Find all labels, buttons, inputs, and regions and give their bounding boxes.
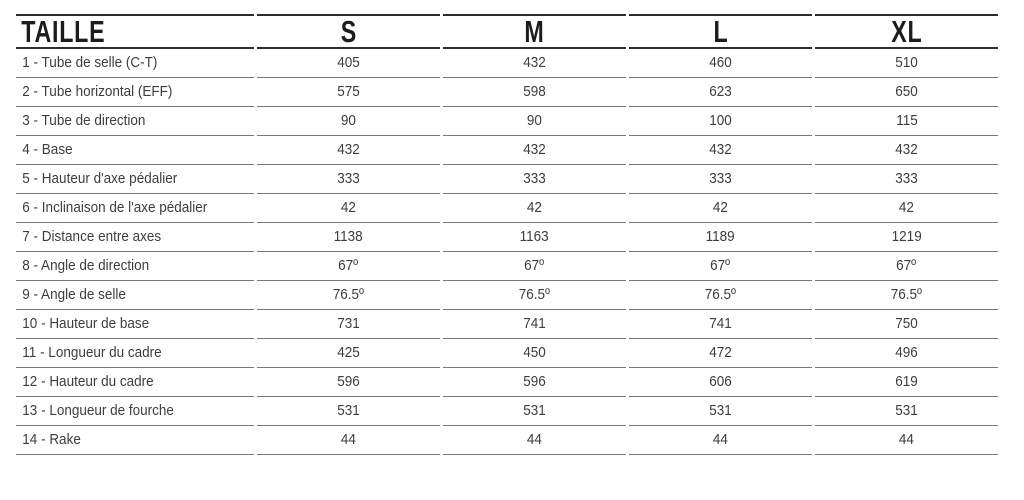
value-cell bbox=[443, 368, 626, 397]
row-label: 5 - Hauteur d'axe pédalier bbox=[22, 170, 178, 187]
cell-value: 432 bbox=[337, 141, 360, 158]
table-row bbox=[16, 78, 998, 107]
cell-value: 333 bbox=[523, 170, 546, 187]
cell-value: 741 bbox=[523, 315, 546, 332]
cell-value: 115 bbox=[895, 112, 918, 129]
cell-value: 44 bbox=[526, 431, 543, 448]
value-cell bbox=[257, 252, 440, 281]
cell-value: 67º bbox=[338, 257, 359, 274]
value-cell bbox=[257, 281, 440, 310]
value-cell bbox=[815, 223, 998, 252]
cell-value: 76.5º bbox=[704, 286, 737, 303]
column-header-l bbox=[629, 14, 812, 49]
value-cell bbox=[257, 78, 440, 107]
table-row bbox=[16, 252, 998, 281]
cell-value: 1219 bbox=[891, 228, 922, 245]
table-row bbox=[16, 49, 998, 78]
cell-value: 531 bbox=[523, 402, 546, 419]
value-cell bbox=[815, 368, 998, 397]
cell-value: 496 bbox=[895, 344, 918, 361]
value-cell bbox=[443, 194, 626, 223]
value-cell bbox=[815, 426, 998, 455]
cell-value: 67º bbox=[896, 257, 917, 274]
corner-header-label: TAILLE bbox=[21, 14, 106, 49]
cell-value: 90 bbox=[340, 112, 357, 129]
value-cell bbox=[815, 397, 998, 426]
value-cell bbox=[257, 397, 440, 426]
row-label-cell bbox=[16, 194, 254, 223]
cell-value: 1189 bbox=[705, 228, 736, 245]
row-label: 6 - Inclinaison de l'axe pédalier bbox=[22, 199, 208, 216]
cell-value: 432 bbox=[523, 54, 546, 71]
value-cell bbox=[629, 252, 812, 281]
row-label: 3 - Tube de direction bbox=[22, 112, 146, 129]
table-row bbox=[16, 426, 998, 455]
column-header-label: XL bbox=[890, 14, 923, 49]
row-label-cell bbox=[16, 426, 254, 455]
cell-value: 42 bbox=[340, 199, 357, 216]
row-label-cell bbox=[16, 107, 254, 136]
row-label: 12 - Hauteur du cadre bbox=[22, 373, 154, 390]
value-cell bbox=[443, 136, 626, 165]
value-cell bbox=[629, 426, 812, 455]
row-label: 14 - Rake bbox=[22, 431, 81, 448]
table-row bbox=[16, 194, 998, 223]
row-label-cell bbox=[16, 368, 254, 397]
row-label-cell bbox=[16, 49, 254, 78]
table-row bbox=[16, 165, 998, 194]
cell-value: 596 bbox=[523, 373, 546, 390]
row-label: 1 - Tube de selle (C-T) bbox=[22, 54, 158, 71]
value-cell bbox=[443, 223, 626, 252]
value-cell bbox=[257, 136, 440, 165]
value-cell bbox=[815, 165, 998, 194]
table-row bbox=[16, 136, 998, 165]
column-header-xl bbox=[815, 14, 998, 49]
table-row bbox=[16, 310, 998, 339]
value-cell bbox=[257, 165, 440, 194]
row-label-cell bbox=[16, 281, 254, 310]
row-label: 7 - Distance entre axes bbox=[22, 228, 162, 245]
row-label-cell bbox=[16, 223, 254, 252]
value-cell bbox=[629, 136, 812, 165]
cell-value: 44 bbox=[898, 431, 915, 448]
cell-value: 741 bbox=[709, 315, 732, 332]
value-cell bbox=[443, 397, 626, 426]
value-cell bbox=[815, 339, 998, 368]
value-cell bbox=[443, 252, 626, 281]
cell-value: 1138 bbox=[333, 228, 364, 245]
row-label: 9 - Angle de selle bbox=[22, 286, 126, 303]
column-header-label: M bbox=[524, 14, 545, 49]
value-cell bbox=[629, 368, 812, 397]
cell-value: 460 bbox=[709, 54, 732, 71]
column-header-m bbox=[443, 14, 626, 49]
column-header-s bbox=[257, 14, 440, 49]
value-cell bbox=[443, 78, 626, 107]
value-cell bbox=[443, 339, 626, 368]
value-cell bbox=[629, 310, 812, 339]
cell-value: 432 bbox=[523, 141, 546, 158]
value-cell bbox=[443, 107, 626, 136]
value-cell bbox=[443, 426, 626, 455]
row-label-cell bbox=[16, 252, 254, 281]
cell-value: 606 bbox=[709, 373, 732, 390]
cell-value: 731 bbox=[337, 315, 360, 332]
cell-value: 333 bbox=[895, 170, 918, 187]
value-cell bbox=[257, 223, 440, 252]
cell-value: 750 bbox=[895, 315, 918, 332]
cell-value: 432 bbox=[895, 141, 918, 158]
value-cell bbox=[629, 107, 812, 136]
table-row bbox=[16, 107, 998, 136]
cell-value: 531 bbox=[337, 402, 360, 419]
value-cell bbox=[257, 194, 440, 223]
cell-value: 90 bbox=[526, 112, 543, 129]
cell-value: 432 bbox=[709, 141, 732, 158]
row-label: 10 - Hauteur de base bbox=[22, 315, 150, 332]
value-cell bbox=[629, 281, 812, 310]
value-cell bbox=[443, 310, 626, 339]
row-label-cell bbox=[16, 165, 254, 194]
cell-value: 42 bbox=[898, 199, 915, 216]
cell-value: 531 bbox=[895, 402, 918, 419]
value-cell bbox=[443, 49, 626, 78]
cell-value: 1163 bbox=[519, 228, 550, 245]
column-header-label: L bbox=[713, 14, 728, 49]
cell-value: 76.5º bbox=[890, 286, 923, 303]
table-body bbox=[16, 49, 998, 455]
value-cell bbox=[257, 107, 440, 136]
value-cell bbox=[257, 339, 440, 368]
cell-value: 472 bbox=[709, 344, 732, 361]
value-cell bbox=[815, 49, 998, 78]
value-cell bbox=[257, 426, 440, 455]
cell-value: 405 bbox=[337, 54, 360, 71]
table-header bbox=[16, 14, 998, 49]
cell-value: 44 bbox=[340, 431, 357, 448]
value-cell bbox=[629, 165, 812, 194]
value-cell bbox=[257, 49, 440, 78]
value-cell bbox=[257, 310, 440, 339]
cell-value: 531 bbox=[709, 402, 732, 419]
geometry-table bbox=[13, 14, 1001, 455]
value-cell bbox=[629, 223, 812, 252]
cell-value: 76.5º bbox=[332, 286, 365, 303]
cell-value: 450 bbox=[523, 344, 546, 361]
cell-value: 44 bbox=[712, 431, 729, 448]
value-cell bbox=[629, 397, 812, 426]
row-label: 8 - Angle de direction bbox=[22, 257, 150, 274]
row-label-cell bbox=[16, 339, 254, 368]
row-label-cell bbox=[16, 78, 254, 107]
cell-value: 598 bbox=[523, 83, 546, 100]
table-row bbox=[16, 281, 998, 310]
cell-value: 67º bbox=[710, 257, 731, 274]
value-cell bbox=[257, 368, 440, 397]
value-cell bbox=[815, 281, 998, 310]
row-label: 11 - Longueur du cadre bbox=[22, 344, 162, 361]
cell-value: 510 bbox=[895, 54, 918, 71]
cell-value: 333 bbox=[337, 170, 360, 187]
value-cell bbox=[815, 310, 998, 339]
cell-value: 100 bbox=[709, 112, 732, 129]
cell-value: 76.5º bbox=[518, 286, 551, 303]
value-cell bbox=[815, 107, 998, 136]
cell-value: 623 bbox=[709, 83, 732, 100]
cell-value: 42 bbox=[526, 199, 543, 216]
row-label-cell bbox=[16, 136, 254, 165]
row-label: 13 - Longueur de fourche bbox=[22, 402, 174, 419]
row-label-cell bbox=[16, 310, 254, 339]
cell-value: 425 bbox=[337, 344, 360, 361]
cell-value: 650 bbox=[895, 83, 918, 100]
value-cell bbox=[815, 194, 998, 223]
table-row bbox=[16, 397, 998, 426]
row-label: 4 - Base bbox=[22, 141, 73, 158]
header-row bbox=[16, 14, 998, 49]
row-label-cell bbox=[16, 397, 254, 426]
cell-value: 619 bbox=[895, 373, 918, 390]
value-cell bbox=[629, 194, 812, 223]
cell-value: 575 bbox=[337, 83, 360, 100]
row-label: 2 - Tube horizontal (EFF) bbox=[22, 83, 173, 100]
value-cell bbox=[815, 78, 998, 107]
value-cell bbox=[629, 78, 812, 107]
value-cell bbox=[443, 165, 626, 194]
cell-value: 596 bbox=[337, 373, 360, 390]
cell-value: 333 bbox=[709, 170, 732, 187]
value-cell bbox=[443, 281, 626, 310]
table-row bbox=[16, 223, 998, 252]
cell-value: 42 bbox=[712, 199, 729, 216]
cell-value: 67º bbox=[524, 257, 545, 274]
column-header-label: S bbox=[340, 14, 357, 49]
table-row bbox=[16, 339, 998, 368]
value-cell bbox=[629, 339, 812, 368]
value-cell bbox=[815, 252, 998, 281]
table-row bbox=[16, 368, 998, 397]
value-cell bbox=[629, 49, 812, 78]
value-cell bbox=[815, 136, 998, 165]
corner-header-cell bbox=[16, 14, 254, 49]
